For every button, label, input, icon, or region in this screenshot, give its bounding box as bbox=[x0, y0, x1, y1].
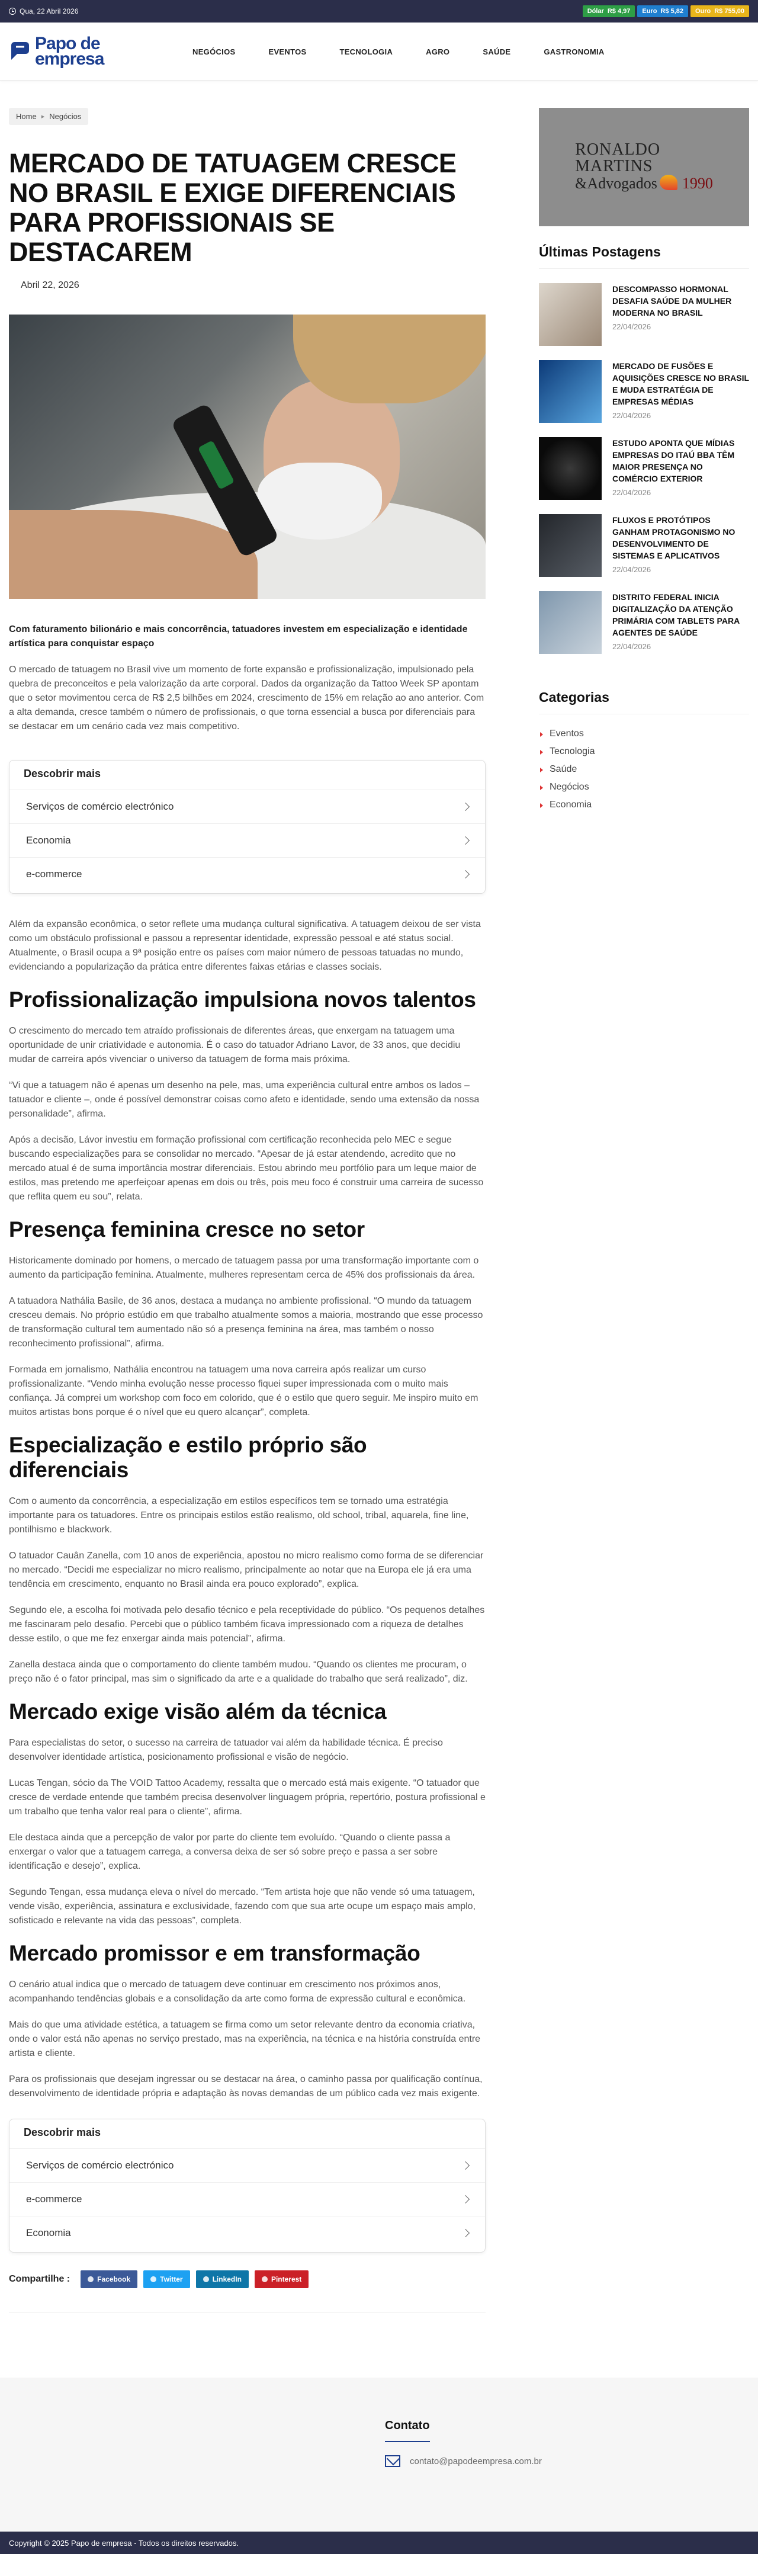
article-hero-image bbox=[9, 315, 486, 599]
share-bar bbox=[9, 2270, 486, 2288]
category-item[interactable]: Saúde bbox=[539, 761, 749, 778]
section-heading: Especialização e estilo próprio são diferenciais bbox=[9, 1433, 367, 1482]
section-heading: Profissionalização impulsiona novos talentos bbox=[9, 987, 476, 1012]
current-date bbox=[9, 7, 78, 15]
article-paragraph: Após a decisão, Lávor investiu em formação profissional com certificação reconhecida pelo MEC e segue buscando especializações para se consolidar no mercado. “Apesar de já estar atendendo, acredito que no mercado atual é de suma importância mostrar diferenciais. Estou abrindo meu portfólio para um leque maior de estilos, mas pretendo me aperfeiçoar apenas em dois ou três, pois meu foco é construir uma carreira de sucesso que reflita quem eu sou”, relata. bbox=[9, 1135, 484, 1202]
chevron-right-icon bbox=[461, 803, 470, 811]
footer-contact-title: Contato bbox=[385, 2419, 430, 2442]
discover-item[interactable]: e-commerce bbox=[9, 857, 485, 891]
article-paragraph: Zanella destaca ainda que o comportamento do cliente também mudou. “Quando os clientes me procuram, o preço não é o fator principal, mas sim o significado da arte e a qualidade do trabalho que será realizado”, diz. bbox=[9, 1660, 468, 1684]
category-item[interactable]: Tecnologia bbox=[539, 743, 749, 761]
nav-negocios[interactable]: NEGÓCIOS bbox=[192, 47, 236, 56]
discover-item[interactable]: Serviços de comércio electrónico bbox=[9, 2148, 485, 2182]
sidebar-post[interactable]: MERCADO DE FUSÕES E AQUISIÇÕES CRESCE NO BRASIL E MUDA ESTRATÉGIA DE EMPRESAS MÉDIAS 22/04/2026 bbox=[539, 360, 749, 423]
facebook-icon bbox=[88, 2276, 94, 2282]
sidebar-post[interactable]: FLUXOS E PROTÓTIPOS GANHAM PROTAGONISMO NO DESENVOLVIMENTO DE SISTEMAS E APLICATIVOS 22/04/2026 bbox=[539, 514, 749, 577]
site-header bbox=[0, 23, 758, 81]
section-heading: Mercado exige visão além da técnica bbox=[9, 1699, 387, 1724]
logo-mark-icon bbox=[9, 40, 31, 63]
pinterest-icon bbox=[262, 2276, 268, 2282]
article-paragraph: O cenário atual indica que o mercado de tatuagem deve continuar em crescimento nos próximos anos, acompanhando tendências globais e a consolidação da arte como forma de expressão cultural e econômica. bbox=[9, 1980, 466, 2004]
footer-email-link[interactable]: contato@papodeempresa.com.br bbox=[385, 2455, 758, 2467]
post-thumbnail bbox=[539, 360, 602, 423]
article-paragraph: Para os profissionais que desejam ingressar ou se destacar na área, o caminho passa por qualificação contínua, desenvolvimento de identidade própria e adaptação às novas demandas de um público cada vez mais exigente. bbox=[9, 2074, 483, 2099]
category-item[interactable]: Negócios bbox=[539, 778, 749, 796]
nav-agro[interactable]: AGRO bbox=[426, 47, 450, 56]
discover-title: Descobrir mais bbox=[24, 2126, 101, 2138]
mail-icon bbox=[385, 2455, 400, 2467]
sidebar-post[interactable]: ESTUDO APONTA QUE MÍDIAS EMPRESAS DO ITAÚ BBA TÊM MAIOR PRESENÇA NO COMÉRCIO EXTERIOR 22/04/2026 bbox=[539, 437, 749, 500]
breadcrumb-separator-icon: ▸ bbox=[41, 113, 45, 120]
article-paragraph: Lucas Tengan, sócio da The VOID Tattoo Academy, ressalta que o mercado está mais exigente. “O tatuador que cresce de verdade entende que também precisa desenvolver linguagem própria, repertório, postura profissional e um trabalho que tenha valor real para o cliente”, afirma. bbox=[9, 1778, 486, 1817]
article-main bbox=[9, 108, 486, 2312]
article-paragraph: Historicamente dominado por homens, o mercado de tatuagem passa por uma transformação importante com o aumento da participação feminina. Atualmente, mulheres representam cerca de 45% dos profissionais da área. bbox=[9, 1256, 479, 1280]
rate-dollar: Dólar R$ 4,97 bbox=[583, 5, 635, 17]
article-title: MERCADO DE TATUAGEM CRESCE NO BRASIL E EXIGE DIFERENCIAIS PARA PROFISSIONAIS SE DESTACAREM bbox=[9, 148, 457, 267]
sidebar-post[interactable]: DESCOMPASSO HORMONAL DESAFIA SAÚDE DA MULHER MODERNA NO BRASIL 22/04/2026 bbox=[539, 283, 749, 346]
nav-gastronomia[interactable]: GASTRONOMIA bbox=[544, 47, 605, 56]
article-paragraph: Mais do que uma atividade estética, a tatuagem se firma como um setor relevante dentro da economia criativa, onde o valor está não apenas no serviço prestado, mas na experiência, na técnica e na história construída entre artista e cliente. bbox=[9, 2020, 481, 2058]
top-bar bbox=[0, 0, 758, 23]
share-linkedin-button[interactable]: LinkedIn bbox=[196, 2270, 249, 2288]
article-paragraph: Segundo Tengan, essa mudança eleva o nível do mercado. “Tem artista hoje que não vende só uma tatuagem, vende visão, experiência, assinatura e exclusividade, fazendo com que sua arte ocupe um espaço mais amplo, sofisticado e relevante na vida das pessoas”, completa. bbox=[9, 1887, 476, 1926]
copyright-bar bbox=[0, 2532, 758, 2554]
share-twitter-button[interactable]: Twitter bbox=[143, 2270, 190, 2288]
nav-saude[interactable]: SAÚDE bbox=[483, 47, 511, 56]
category-item[interactable]: Economia bbox=[539, 796, 749, 814]
post-thumbnail bbox=[539, 591, 602, 654]
article-paragraph: Com o aumento da concorrência, a especialização em estilos específicos tem se tornado uma estratégia importante para os tatuadores. Entre os principais estilos estão realismo, old school, tribal, aquarela, fine line, pontilhismo e blackwork. bbox=[9, 1496, 469, 1535]
share-label: Compartilhe : bbox=[9, 2274, 70, 2284]
discover-title: Descobrir mais bbox=[24, 768, 101, 779]
linkedin-icon bbox=[203, 2276, 209, 2282]
nav-eventos[interactable]: EVENTOS bbox=[268, 47, 307, 56]
sidebar bbox=[539, 108, 749, 2312]
section-heading: Presença feminina cresce no setor bbox=[9, 1217, 365, 1242]
chevron-right-icon bbox=[461, 836, 470, 845]
breadcrumb-home[interactable]: Home bbox=[16, 112, 37, 121]
article-paragraph: Ele destaca ainda que a percepção de valor por parte do cliente tem evoluído. “Quando o cliente passa a enxergar o valor que a tatuagem carrega, a conversa deixa de ser só sobre preço e passa a ser sobre identificação e desejo”, explica. bbox=[9, 1833, 451, 1871]
article-paragraph: A tatuadora Nathália Basile, de 36 anos, destaca a mudança no ambiente profissional. “O mundo da tatuagem cresceu demais. No próprio estúdio em que trabalho atualmente somos a maioria, mostrando que esse processo de transformação cultural tem aumentado não só a presença feminina na área, mas também o nosso reconhecimento profissional”, afirma. bbox=[9, 1296, 483, 1349]
rate-euro: Euro R$ 5,82 bbox=[637, 5, 688, 17]
categories-heading: Categorias bbox=[539, 689, 749, 714]
chevron-right-icon bbox=[461, 870, 470, 878]
currency-rates bbox=[583, 5, 749, 17]
main-nav bbox=[192, 47, 605, 56]
post-thumbnail bbox=[539, 283, 602, 346]
article-paragraph: O tatuador Cauân Zanella, com 10 anos de experiência, apostou no micro realismo como forma de se diferenciar no mercado. “Decidi me especializar no micro realismo, principalmente ao notar que na Europa ele já era uma tendência em crescimento, enquanto no Brasil ainda era pouco explorado”, explica. bbox=[9, 1551, 484, 1589]
rate-gold: Ouro R$ 755,00 bbox=[690, 5, 749, 17]
article-paragraph: Além da expansão econômica, o setor reflete uma mudança cultural significativa. A tatuagem deixou de ser vista como um obstáculo profissional e passou a representar identidade, expressão pessoal e até status social. Atualmente, o Brasil ocupa a 9ª posição entre os países com maior número de pessoas tatuadas no mundo, evidenciando a popularização da prática entre diferentes faixas etárias e classes sociais. bbox=[9, 919, 481, 972]
article-date: Abril 22, 2026 bbox=[21, 280, 79, 290]
copyright-text: Copyright © 2025 Papo de empresa - Todos os direitos reservados. bbox=[9, 2538, 239, 2548]
breadcrumb bbox=[9, 108, 88, 125]
discover-item[interactable]: Economia bbox=[9, 2216, 485, 2250]
section-heading: Mercado promissor e em transformação bbox=[9, 1941, 420, 1965]
chevron-right-icon bbox=[461, 2229, 470, 2237]
article-paragraph: O mercado de tatuagem no Brasil vive um momento de forte expansão e profissionalização, impulsionado pela quebra de preconceitos e pela valorização da arte corporal. Dados da organização da Tattoo Week SP apontam que o setor movimentou cerca de R$ 2,5 bilhões em 2024, crescimento de 15% em relação ao ano anterior. Com a alta demanda, cresce também o número de profissionais, o que torna essencial a busca por diferenciais para se destacar em um cenário cada vez mais competitivo. bbox=[9, 665, 484, 732]
share-facebook-button[interactable]: Facebook bbox=[81, 2270, 137, 2288]
share-pinterest-button[interactable]: Pinterest bbox=[255, 2270, 309, 2288]
categories-list bbox=[539, 725, 749, 814]
chevron-right-icon bbox=[461, 2161, 470, 2170]
article-paragraph: Formada em jornalismo, Nathália encontrou na tatuagem uma nova carreira após realizar um curso profissionalizante. “Vendo minha evolução nesse processo fiquei super impressionada com o muito mais confiança. Já comprei um workshop com foco em colorido, que é o estilo que quero seguir. Me inspiro muito em muitos artistas bons porque é o nível que eu quero alcançar”, completa. bbox=[9, 1365, 478, 1417]
discover-item[interactable]: Economia bbox=[9, 823, 485, 857]
site-footer bbox=[0, 2378, 758, 2532]
latest-posts-heading: Últimas Postagens bbox=[539, 244, 749, 269]
date-text: Qua, 22 Abril 2026 bbox=[20, 7, 79, 15]
discover-more-box bbox=[9, 760, 486, 894]
twitter-icon bbox=[150, 2276, 156, 2282]
nav-tecnologia[interactable]: TECNOLOGIA bbox=[339, 47, 393, 56]
post-thumbnail bbox=[539, 437, 602, 500]
article-lead: Com faturamento bilionário e mais concorrência, tatuadores investem em especialização e identidade artística para conquistar espaço bbox=[9, 624, 468, 649]
site-logo[interactable] bbox=[9, 36, 175, 67]
article-paragraph: O crescimento do mercado tem atraído profissionais de diferentes áreas, que enxergam na tatuagem uma oportunidade de unir criatividade e autonomia. É o caso do tatuador Adriano Lavor, de 33 anos, que decidiu mudar de carreira após vivenciar o universo da tatuagem de forma mais próxima. bbox=[9, 1026, 461, 1064]
article-paragraph: “Vi que a tatuagem não é apenas um desenho na pele, mas, uma experiência cultural entre ambos os lados – tatuador e cliente –, onde é possível demonstrar coisas como afeto e identidade, sendo uma extensão da nossa personalidade”, afirma. bbox=[9, 1080, 480, 1119]
breadcrumb-current[interactable]: Negócios bbox=[49, 112, 82, 121]
sidebar-ad-banner[interactable]: RONALDO MARTINS &Advogados 1990 bbox=[539, 108, 749, 226]
logo-text: Papo de empresa bbox=[35, 34, 104, 69]
category-item[interactable]: Eventos bbox=[539, 725, 749, 743]
discover-more-box bbox=[9, 2119, 486, 2253]
flame-icon bbox=[660, 175, 677, 190]
chevron-right-icon bbox=[461, 2195, 470, 2203]
article-paragraph: Segundo ele, a escolha foi motivada pelo desafio técnico e pela receptividade do público. “Os pequenos detalhes me fascinaram pelo desafio. Percebi que o público também ficava impressionado com a riqueza de detalhes desse estilo, o que me fez enxergar ainda mais potencial”, afirma. bbox=[9, 1605, 485, 1644]
clock-icon bbox=[9, 8, 16, 15]
discover-item[interactable]: Serviços de comércio electrónico bbox=[9, 790, 485, 823]
sidebar-post[interactable]: DISTRITO FEDERAL INICIA DIGITALIZAÇÃO DA ATENÇÃO PRIMÁRIA COM TABLETS PARA AGENTES DE SAÚDE 22/04/2026 bbox=[539, 591, 749, 654]
discover-item[interactable]: e-commerce bbox=[9, 2182, 485, 2216]
post-thumbnail bbox=[539, 514, 602, 577]
article-paragraph: Para especialistas do setor, o sucesso na carreira de tatuador vai além da habilidade técnica. É preciso desenvolver identidade artística, posicionamento profissional e visão de negócio. bbox=[9, 1738, 443, 1762]
